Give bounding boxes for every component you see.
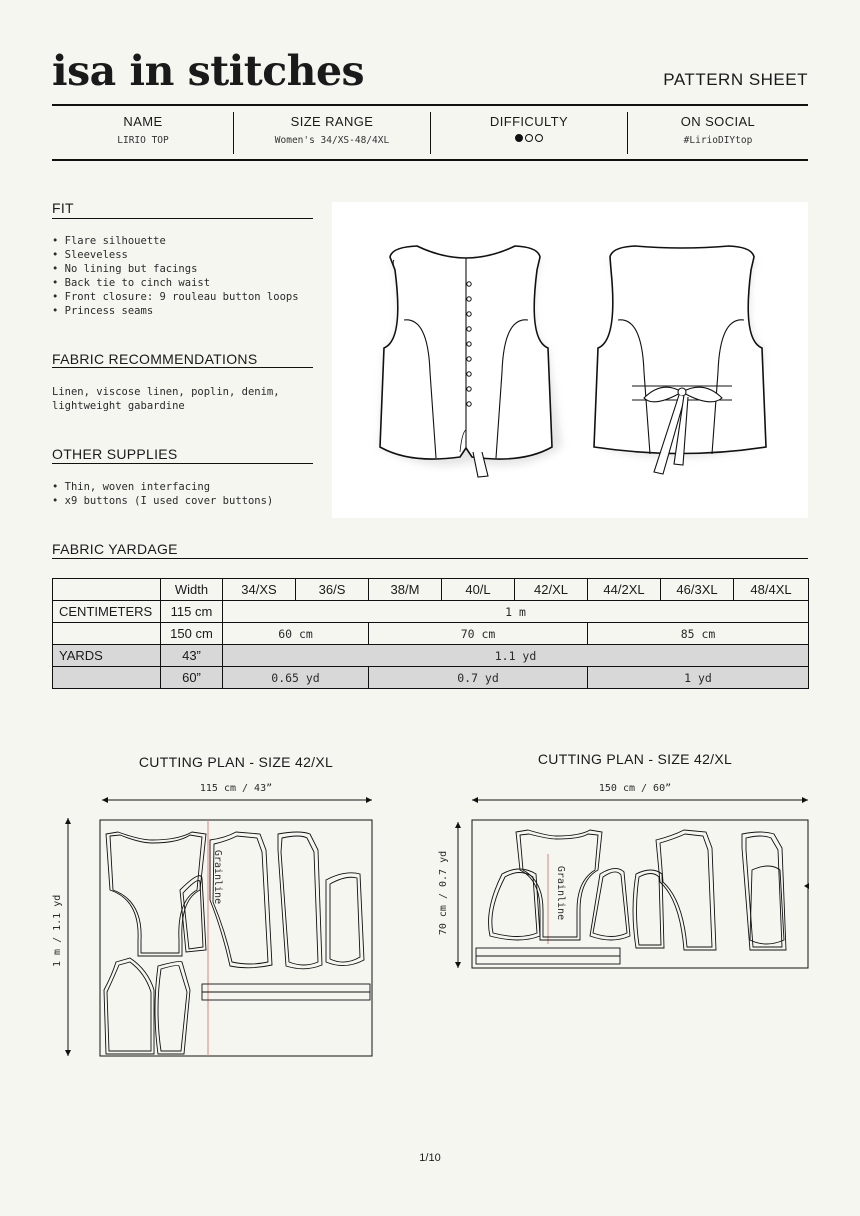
fit-item: • Sleeveless xyxy=(52,249,128,261)
width-cell: 115 cm xyxy=(161,601,223,623)
yardage-value: 1 m xyxy=(223,601,809,623)
yardage-table xyxy=(52,578,809,689)
size-header: 48/4XL xyxy=(734,579,809,601)
table-row xyxy=(53,667,809,689)
fit-item: • Back tie to cinch waist xyxy=(52,277,211,289)
header-name xyxy=(52,114,234,156)
fabric-heading: FABRIC RECOMMENDATIONS xyxy=(52,351,258,367)
cutting-plan-length-label: 1 m / 1.1 yd xyxy=(52,894,63,967)
fabric-text: Linen, viscose linen, poplin, denim, lightweight gabardine xyxy=(52,386,280,412)
name-heading: NAME xyxy=(123,114,163,129)
unit-label-centimeters: CENTIMETERS xyxy=(53,601,161,623)
width-cell: 60” xyxy=(161,667,223,689)
sheet-label: PATTERN SHEET xyxy=(663,70,808,89)
cutting-plan-diagram xyxy=(60,790,380,1060)
yardage-heading: FABRIC YARDAGE xyxy=(52,541,178,557)
fit-item: • Front closure: 9 rouleau button loops xyxy=(52,291,299,303)
size-header: 34/XS xyxy=(223,579,296,601)
yardage-value: 60 cm xyxy=(223,623,369,645)
supplies-list xyxy=(52,480,320,508)
fit-item: • Flare silhouette xyxy=(52,235,166,247)
social-value: #LirioDIYtop xyxy=(683,135,753,146)
difficulty-dot-filled xyxy=(515,134,523,142)
difficulty-dot-empty xyxy=(535,134,543,142)
width-cell: 150 cm xyxy=(161,623,223,645)
fabric-rule xyxy=(52,367,313,368)
unit-label-yards: YARDS xyxy=(53,645,161,667)
supplies-rule xyxy=(52,463,313,464)
table-corner-cell xyxy=(53,579,161,601)
size-header: 40/L xyxy=(442,579,515,601)
yardage-rule xyxy=(52,558,808,559)
empty-label-cell xyxy=(53,623,161,645)
cutting-plan-title: CUTTING PLAN - SIZE 42/XL xyxy=(138,754,334,770)
fit-item: • Princess seams xyxy=(52,305,154,317)
fit-item: • No lining but facings xyxy=(52,263,198,275)
header-social xyxy=(628,114,808,156)
cutting-plan-width-label: 115 cm / 43” xyxy=(199,783,273,794)
brand-title: isa in stitches xyxy=(52,47,365,95)
fit-list xyxy=(52,234,320,318)
table-header-row xyxy=(53,579,809,601)
size-header: 36/S xyxy=(296,579,369,601)
yardage-value: 0.65 yd xyxy=(223,667,369,689)
fit-rule xyxy=(52,218,313,219)
yardage-value: 85 cm xyxy=(588,623,809,645)
fit-heading: FIT xyxy=(52,200,74,216)
supplies-item: • x9 buttons (I used cover buttons) xyxy=(52,495,274,507)
size-range-value: Women's 34/XS-48/4XL xyxy=(274,135,390,146)
size-header: 38/M xyxy=(369,579,442,601)
garment-drawing xyxy=(332,202,808,518)
size-header: 46/3XL xyxy=(661,579,734,601)
width-cell: 43” xyxy=(161,645,223,667)
supplies-heading: OTHER SUPPLIES xyxy=(52,446,178,462)
table-row xyxy=(53,645,809,667)
header-size-range xyxy=(234,114,430,156)
social-heading: ON SOCIAL xyxy=(680,114,756,129)
header-difficulty xyxy=(431,114,627,156)
table-row xyxy=(53,623,809,645)
grainline-label: Grainline xyxy=(212,849,223,905)
back-view xyxy=(594,246,766,474)
cutting-plan-title: CUTTING PLAN - SIZE 42/XL xyxy=(537,751,733,767)
grainline-label: Grainline xyxy=(555,865,566,921)
name-value: LIRIO TOP xyxy=(117,135,169,146)
empty-label-cell xyxy=(53,667,161,689)
difficulty-dot-empty xyxy=(525,134,533,142)
cutting-plan-diagram xyxy=(440,790,820,980)
cutting-plan-length-label: 70 cm / 0.7 yd xyxy=(438,850,449,936)
page-number: 1/10 xyxy=(419,1152,441,1164)
table-row xyxy=(53,601,809,623)
yardage-value: 1 yd xyxy=(588,667,809,689)
difficulty-heading: DIFFICULTY xyxy=(489,114,569,129)
yardage-value: 70 cm xyxy=(369,623,588,645)
size-range-heading: SIZE RANGE xyxy=(290,114,374,129)
difficulty-rating xyxy=(515,134,543,142)
garment-illustration xyxy=(332,202,808,518)
width-header: Width xyxy=(161,579,223,601)
cutting-plan-width-label: 150 cm / 60” xyxy=(598,783,672,794)
yardage-value: 0.7 yd xyxy=(369,667,588,689)
header-top-rule xyxy=(52,104,808,106)
size-header: 42/XL xyxy=(515,579,588,601)
front-view xyxy=(380,246,562,477)
header-bottom-rule xyxy=(52,159,808,161)
supplies-item: • Thin, woven interfacing xyxy=(52,481,211,493)
yardage-value: 1.1 yd xyxy=(223,645,809,667)
size-header: 44/2XL xyxy=(588,579,661,601)
